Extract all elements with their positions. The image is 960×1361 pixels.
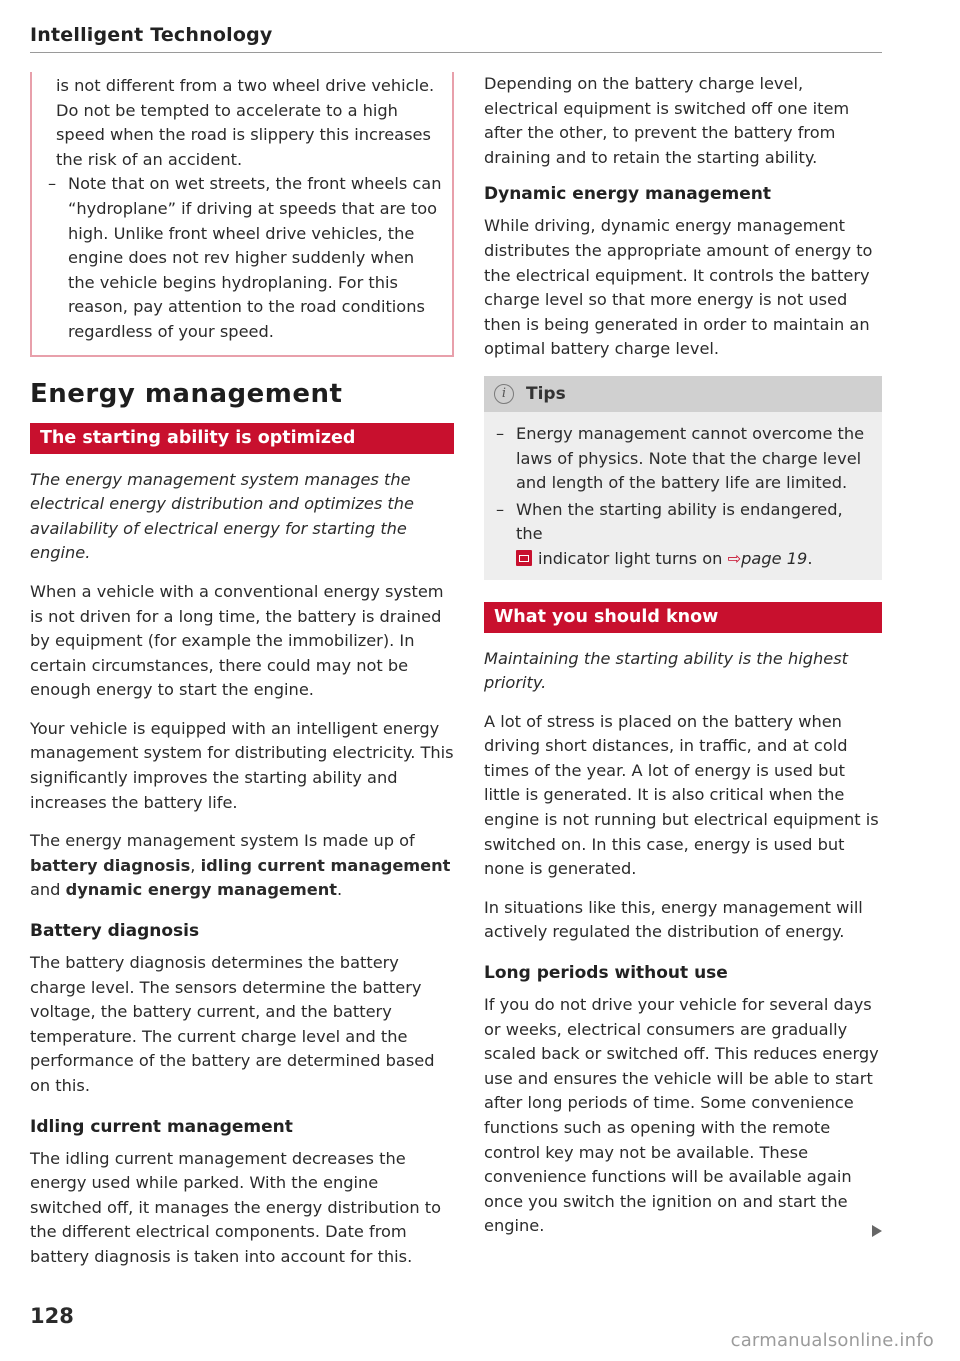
paragraph-text: If you do not drive your vehicle for several days or weeks, electrical consumers are gradually scaled back or switched off. This reduces energy use and ensures the vehicle will be able to start after long periods of time. Some convenience functions such as opening with the remote control key may not be available. These convenience functions will be available again once you switch the ignition on and start the engine. [484, 995, 879, 1236]
paragraph: A lot of stress is placed on the battery when driving short distances, in traffic, and at cold times of the year. A lot of energy is used but little is generated. It is also critical when the engine is not running but electrical equipment is switched on. In this case, energy is used but none is generated. [484, 711, 879, 879]
tips-body [484, 412, 882, 580]
warning-box [30, 72, 454, 357]
tips-bullet-text: Energy management cannot overcome the laws of physics. Note that the charge level and length of the battery life are limited. [516, 423, 865, 493]
heading-long-periods: Long periods without use [484, 963, 728, 984]
tips-bullet [496, 422, 870, 496]
heading-dynamic-energy: Dynamic energy management [484, 184, 771, 205]
paragraph-components [30, 829, 454, 903]
heading-battery-diagnosis: Battery diagnosis [30, 921, 200, 942]
text-run: , [190, 855, 196, 875]
bold-term: idling current management [200, 855, 451, 875]
watermark: carmanualsonline.info [730, 1330, 934, 1351]
tips-bullet [496, 498, 870, 572]
bold-term: battery diagnosis [30, 855, 191, 875]
running-header: Intelligent Technology [30, 24, 273, 46]
battery-warning-icon [516, 550, 532, 566]
warning-bullet-text: Note that on wet streets, the front wheels can “hydroplane” if driving at speeds that are too high. Unlike front wheel drive vehicles, the engine does not rev higher suddenly when the vehicle begins hydroplaning. For this reason, pay attention to the road conditions regardless of your speed. [68, 174, 442, 341]
paragraph [484, 993, 882, 1239]
paragraph: Your vehicle is equipped with an intelligent energy management system for distributing electricity. This significantly improves the starting ability and increases the battery life. [30, 718, 454, 812]
bullet-dash: – [496, 499, 505, 519]
text-run: The energy management system Is made up of [30, 831, 415, 851]
continue-arrow-icon [872, 1225, 882, 1237]
text-run: and [30, 880, 61, 900]
paragraph: Depending on the battery charge level, electrical equipment is switched off one item after the other, to prevent the battery from draining and to retain the starting ability. [484, 74, 850, 167]
paragraph: The idling current management decreases the energy used while parked. With the engine switched off, it manages the energy distribution to the different electrical components. Date from battery diagnosis is taken into account for this. [30, 1148, 441, 1266]
tips-header [484, 376, 882, 412]
bullet-dash: – [48, 174, 57, 194]
header-divider [30, 52, 882, 53]
tips-box [484, 376, 882, 580]
text-run: . [337, 880, 343, 900]
page-number: 128 [30, 1304, 74, 1328]
subsection-bar-heading: What you should know [484, 602, 882, 633]
right-column [484, 72, 882, 1253]
paragraph: In situations like this, energy management will actively regulated the distribution of energy. [484, 897, 863, 942]
paragraph: While driving, dynamic energy management distributes the appropriate amount of energy to the electrical equipment. It controls the battery charge level so that more energy is not used then is being generated in order to maintain an optimal battery charge level. [484, 216, 873, 359]
heading-idling-current: Idling current management [30, 1116, 293, 1137]
subsection-bar-heading: The starting ability is optimized [30, 423, 454, 454]
paragraph: When a vehicle with a conventional energy system is not driven for a long time, the battery is drained by equipment (for example the immobilizer). In certain circumstances, there could may not be enough energy to start the engine. [30, 581, 444, 700]
intro-paragraph: The energy management system manages the electrical energy distribution and optimizes the availability of electrical energy for starting the engine. [30, 469, 414, 563]
section-title: Energy management [30, 378, 343, 409]
tips-title: Tips [526, 383, 566, 404]
left-column [30, 72, 454, 1284]
warning-bullet [48, 172, 442, 344]
tips-bullet-text: When the starting ability is endangered, the [516, 499, 843, 544]
info-icon: i [494, 384, 514, 404]
paragraph: The battery diagnosis determines the battery charge level. The sensors determine the battery voltage, the battery current, and the battery temperature. The current charge level and the performance of the battery are determined based on this. [30, 953, 435, 1095]
arrow-right-icon: ⇨ [727, 548, 742, 568]
tips-bullet-text: indicator light turns on [538, 548, 723, 568]
bullet-dash: – [496, 423, 505, 443]
page-reference-link[interactable]: page 19 [741, 548, 808, 568]
text-run: . [807, 548, 813, 568]
warning-continuation: is not different from a two wheel drive vehicle. Do not be tempted to accelerate to a high speed when the road is slippery this increases the risk of an accident. [56, 76, 435, 169]
intro-paragraph: Maintaining the starting ability is the highest priority. [484, 648, 849, 693]
bold-term: dynamic energy management [65, 880, 338, 900]
